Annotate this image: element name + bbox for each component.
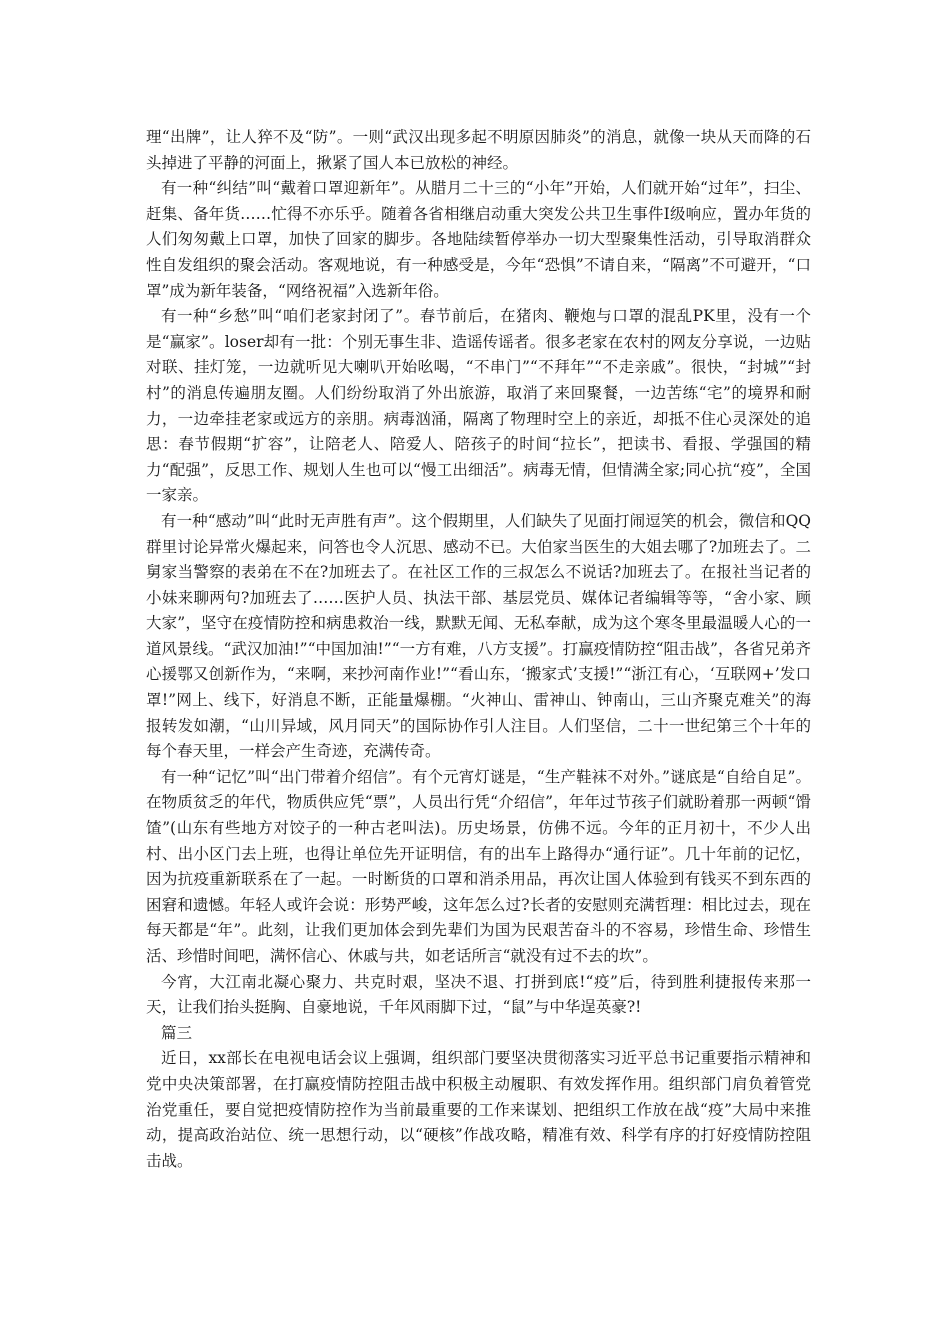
paragraph-tonight: 今宵，大江南北凝心聚力、共克时艰，坚决不退、打拼到底!“疫”后，待到胜利捷报传来那一天，让我们抬头挺胸、自豪地说，千年风雨脚下过，“鼠”与中华逞英豪?! <box>146 972 811 1017</box>
paragraph-touching-moments: 有一种“感动”叫“此时无声胜有声”。这个假期里，人们缺失了见面打闹逗笑的机会，微信和QQ群里讨论异常火爆起来，问答也令人沉思、感动不已。大伯家当医生的大姐去哪了?加班去了。二舅家当警察的表弟在不在?加班去了。在社区工作的三叔怎么不说话?加班去了。在报社当记者的小妹来聊两句?加班去了……医护人员、执法干部、基层党员、媒体记者编辑等等，“舍小家、顾大家”，坚守在疫情防控和病患救治一线，默默无闻、无私奉献，成为这个寒冬里最温暖人心的一道风景线。“武汉加油!”“中国加油!”“一方有难，八方支援”。打赢疫情防控“阻击战”，各省兄弟齐心援鄂又创新作为，“来啊，来抄河南作业!”“看山东，‘搬家式’支援!”“浙江有心，‘互联网+’发口罩!”网上、线下，好消息不断，正能量爆棚。“火神山、雷神山、钟南山，三山齐聚克难关”的海报转发如潮，“山川异域，风月同天”的国际协作引人注目。人们坚信，二十一世纪第三个十年的每个春天里，一样会产生奇迹，充满传奇。 <box>146 511 811 761</box>
paragraph-memories: 有一种“记忆”叫“出门带着介绍信”。有个元宵灯谜是，“生产鞋袜不对外。”谜底是“自给自足”。在物质贫乏的年代，物质供应凭“票”，人员出行凭“介绍信”，年年过节孩子们就盼着那一两顿“馉馇”(山东有些地方对饺子的一种古老叫法)。历史场景，仿佛不远。今年的正月初十，不少人出村、出小区门去上班，也得让单位先开证明信，有的出车上路得办“通行证”。几十年前的记忆，因为抗疫重新联系在了一起。一时断货的口罩和消杀用品，再次让国人体验到有钱买不到东西的困窘和遗憾。年轻人或许会说：形势严峻，这年怎么过?长者的安慰则充满哲理：相比过去，现在每天都是“年”。此刻，让我们更加体会到先辈们为国为民艰苦奋斗的不容易，珍惜生命、珍惜生活、珍惜时间吧，满怀信心、休戚与共，如老话所言“就没有过不去的坎”。 <box>146 767 811 965</box>
paragraph-recently: 近日，xx部长在电视电话会议上强调，组织部门要坚决贯彻落实习近平总书记重要指示精神和党中央决策部署，在打赢疫情防控阻击战中积极主动履职、有效发挥作用。组织部门肩负着管党治党重任，要自觉把疫情防控作为当前最重要的工作来谋划、把组织工作放在战“疫”大局中来推动，提高政治站位、统一思想行动，以“硬核”作战攻略，精准有效、科学有序的打好疫情防控阻击战。 <box>146 1049 811 1170</box>
paragraph-tangled-feelings: 有一种“纠结”叫“戴着口罩迎新年”。从腊月二十三的“小年”开始，人们就开始“过年”，扫尘、赶集、备年货……忙得不亦乐乎。随着各省相继启动重大突发公共卫生事件Ⅰ级响应，置办年货的人们匆匆戴上口罩，加快了回家的脚步。各地陆续暂停举办一切大型聚集性活动，引导取消群众性自发组织的聚会活动。客观地说，有一种感受是，今年“恐惧”不请自来，“隔离”不可避开，“口罩”成为新年装备，“网络祝福”入选新年俗。 <box>146 179 811 300</box>
document-body <box>146 125 811 1174</box>
paragraph-homesickness: 有一种“乡愁”叫“咱们老家封闭了”。春节前后，在猪肉、鞭炮与口罩的混乱PK里，没有一个是“赢家”。loser却有一批：个别无事生非、造谣传谣者。很多老家在农村的网友分享说，一边贴对联、挂灯笼，一边就听见大喇叭开始吆喝，“不串门”“不拜年”“不走亲戚”。很快，“封城”“封村”的消息传遍朋友圈。人们纷纷取消了外出旅游，取消了来回聚餐，一边苦练“宅”的境界和耐力，一边牵挂老家或远方的亲朋。病毒汹涌，隔离了物理时空上的亲近，却抵不住心灵深处的追思：春节假期“扩容”，让陪老人、陪爱人、陪孩子的时间“拉长”，把读书、看报、学强国的精力“配强”，反思工作、规划人生也可以“慢工出细活”。病毒无情，但情满全家;同心抗“疫”，全国一家亲。 <box>146 307 811 505</box>
paragraph-continuation: 理“出牌”，让人猝不及“防”。一则“武汉出现多起不明原因肺炎”的消息，就像一块从天而降的石头掉进了平静的河面上，揪紧了国人本已放松的神经。 <box>146 128 811 172</box>
section-heading-part-three: 篇三 <box>161 1023 193 1042</box>
